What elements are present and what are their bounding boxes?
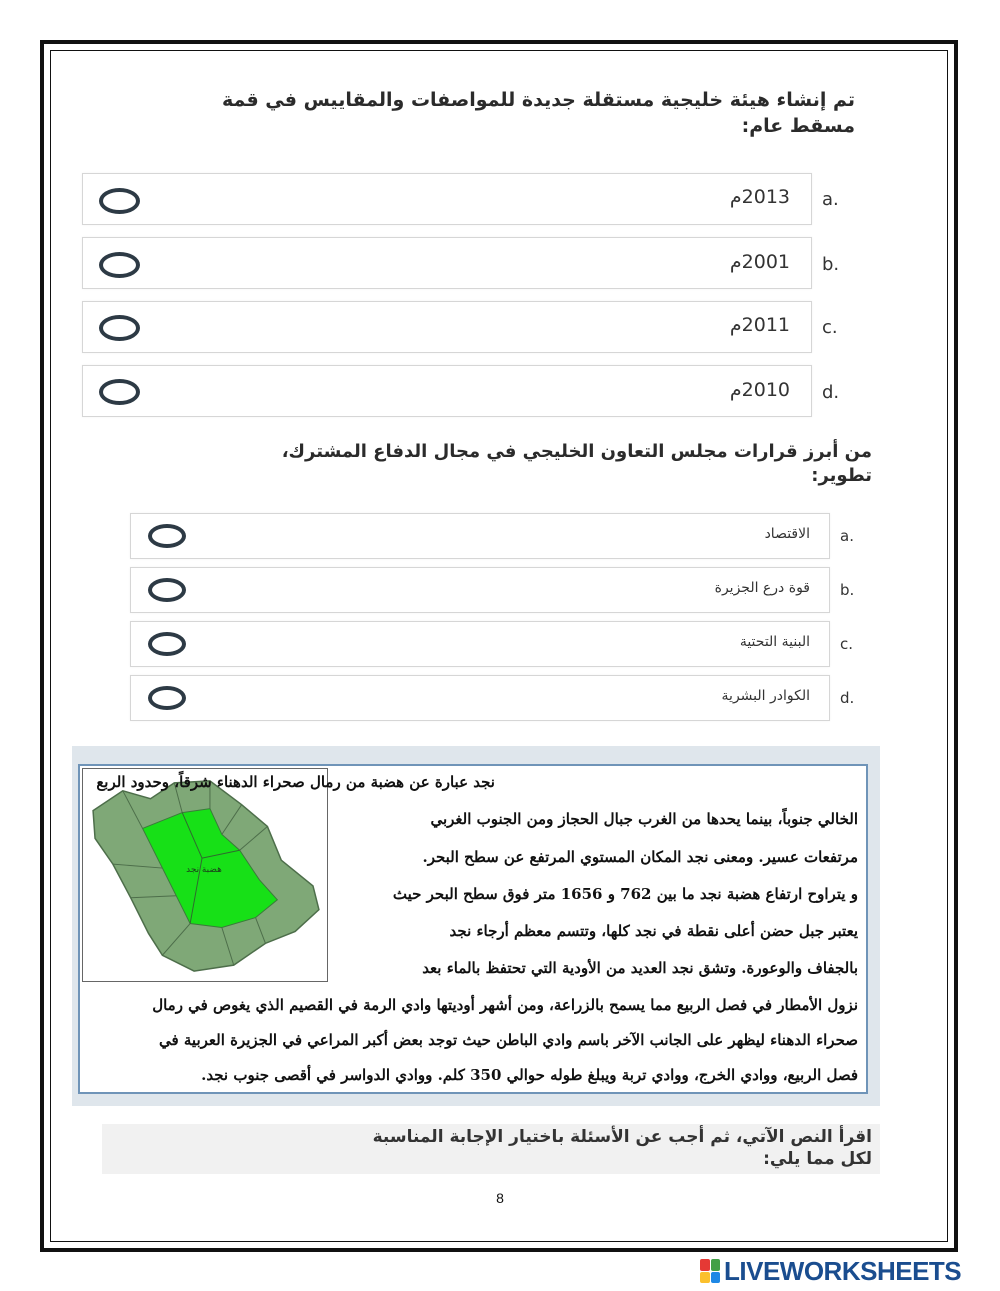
option-label-q1-b: 2001م	[729, 251, 790, 273]
instruction-line-2: لكل مما يلي:	[763, 1149, 872, 1170]
option-label-q1-a: 2013م	[729, 186, 790, 208]
question-1-text	[70, 88, 855, 139]
option-letter-q2-b: b.	[840, 581, 855, 599]
option-box-q1-a	[82, 173, 812, 225]
question-2-line-2: تطوير:	[811, 465, 872, 487]
option-box-q2-a	[130, 513, 830, 559]
liveworksheets-brand	[700, 1256, 961, 1286]
radio-button-q2-b[interactable]	[148, 578, 186, 602]
option-box-q2-c	[130, 621, 830, 667]
option-label-q2-a: الاقتصاد	[764, 526, 810, 542]
question-2-text	[120, 440, 872, 489]
radio-button-q1-c[interactable]	[99, 315, 140, 341]
option-box-q1-c	[82, 301, 812, 353]
radio-button-q2-d[interactable]	[148, 686, 186, 710]
najd-map	[82, 768, 328, 982]
option-letter-q1-c: c.	[822, 317, 838, 338]
liveworksheets-logo-icon	[700, 1259, 720, 1283]
radio-button-q2-c[interactable]	[148, 632, 186, 656]
reading-line-7: نزول الأمطار في فصل الربيع مما يسمح بالزراعة، ومن أشهر أوديتها وادي الرمة في القصيم الذي يغوص في رمال	[152, 996, 858, 1014]
radio-button-q2-a[interactable]	[148, 524, 186, 548]
question-1-line-1: تم إنشاء هيئة خليجية مستقلة جديدة للمواصفات والمقاييس في قمة	[221, 89, 855, 111]
saudi-map-icon	[83, 769, 327, 981]
reading-line-3: مرتفعات عسير. ومعنى نجد المكان المستوي المرتفع عن سطح البحر.	[422, 848, 858, 866]
reading-line-6: بالجفاف والوعورة. وتشق نجد العديد من الأودية التي تحتفظ بالماء بعد	[422, 959, 858, 977]
radio-button-q1-d[interactable]	[99, 379, 140, 405]
option-label-q1-d: 2010م	[729, 379, 790, 401]
option-letter-q2-d: d.	[840, 689, 855, 707]
option-letter-q1-b: b.	[822, 254, 840, 275]
option-box-q1-b	[82, 237, 812, 289]
reading-line-4: و يتراوح ارتفاع هضبة نجد ما بين 762 و 1656 متر فوق سطح البحر حيث	[392, 885, 858, 903]
radio-button-q1-b[interactable]	[99, 252, 140, 278]
reading-line-1: نجد عبارة عن هضبة من رمال صحراء الدهناء شرقاً، وحدود الربع	[96, 773, 495, 791]
option-label-q2-b: قوة درع الجزيرة	[714, 580, 810, 596]
option-letter-q1-d: d.	[822, 382, 840, 403]
question-1-line-2: مسقط عام:	[741, 114, 855, 137]
reading-line-9: فصل الربيع، ووادي الخرج، ووادي تربة ويبلغ طوله حوالي 350 كلم. ووادي الدواسر في أقصى جنوب نجد.	[201, 1066, 858, 1084]
page-number: 8	[496, 1190, 504, 1206]
radio-button-q1-a[interactable]	[99, 188, 140, 214]
option-letter-q2-a: a.	[840, 527, 854, 545]
option-label-q2-c: البنية التحتية	[739, 634, 810, 650]
reading-line-8: صحراء الدهناء ليظهر على الجانب الآخر باسم وادي الباطن حيث توجد بعض أكبر المراعي في الجزيرة العربية في	[158, 1031, 858, 1049]
instruction-text	[106, 1126, 872, 1170]
brand-name: LIVEWORKSHEETS	[724, 1255, 962, 1286]
option-letter-q2-c: c.	[840, 635, 854, 653]
question-2-line-1: من أبرز قرارات مجلس التعاون الخليجي في مجال الدفاع المشترك،	[281, 441, 872, 462]
option-label-q1-c: 2011م	[729, 314, 790, 336]
map-region-label: هضبة نجد	[186, 865, 222, 876]
instruction-line-1: اقرأ النص الآتي، ثم أجب عن الأسئلة باختيار الإجابة المناسبة	[372, 1127, 872, 1147]
option-box-q1-d	[82, 365, 812, 417]
option-label-q2-d: الكوادر البشرية	[721, 688, 810, 704]
option-letter-q1-a: a.	[822, 189, 839, 210]
reading-line-2: الخالي جنوباً، بينما يحدها من الغرب جبال الحجاز ومن الجنوب الغربي	[430, 810, 858, 828]
reading-line-5: يعتبر جبل حضن أعلى نقطة في نجد كلها، وتتسم معظم أرجاء نجد	[449, 922, 858, 940]
